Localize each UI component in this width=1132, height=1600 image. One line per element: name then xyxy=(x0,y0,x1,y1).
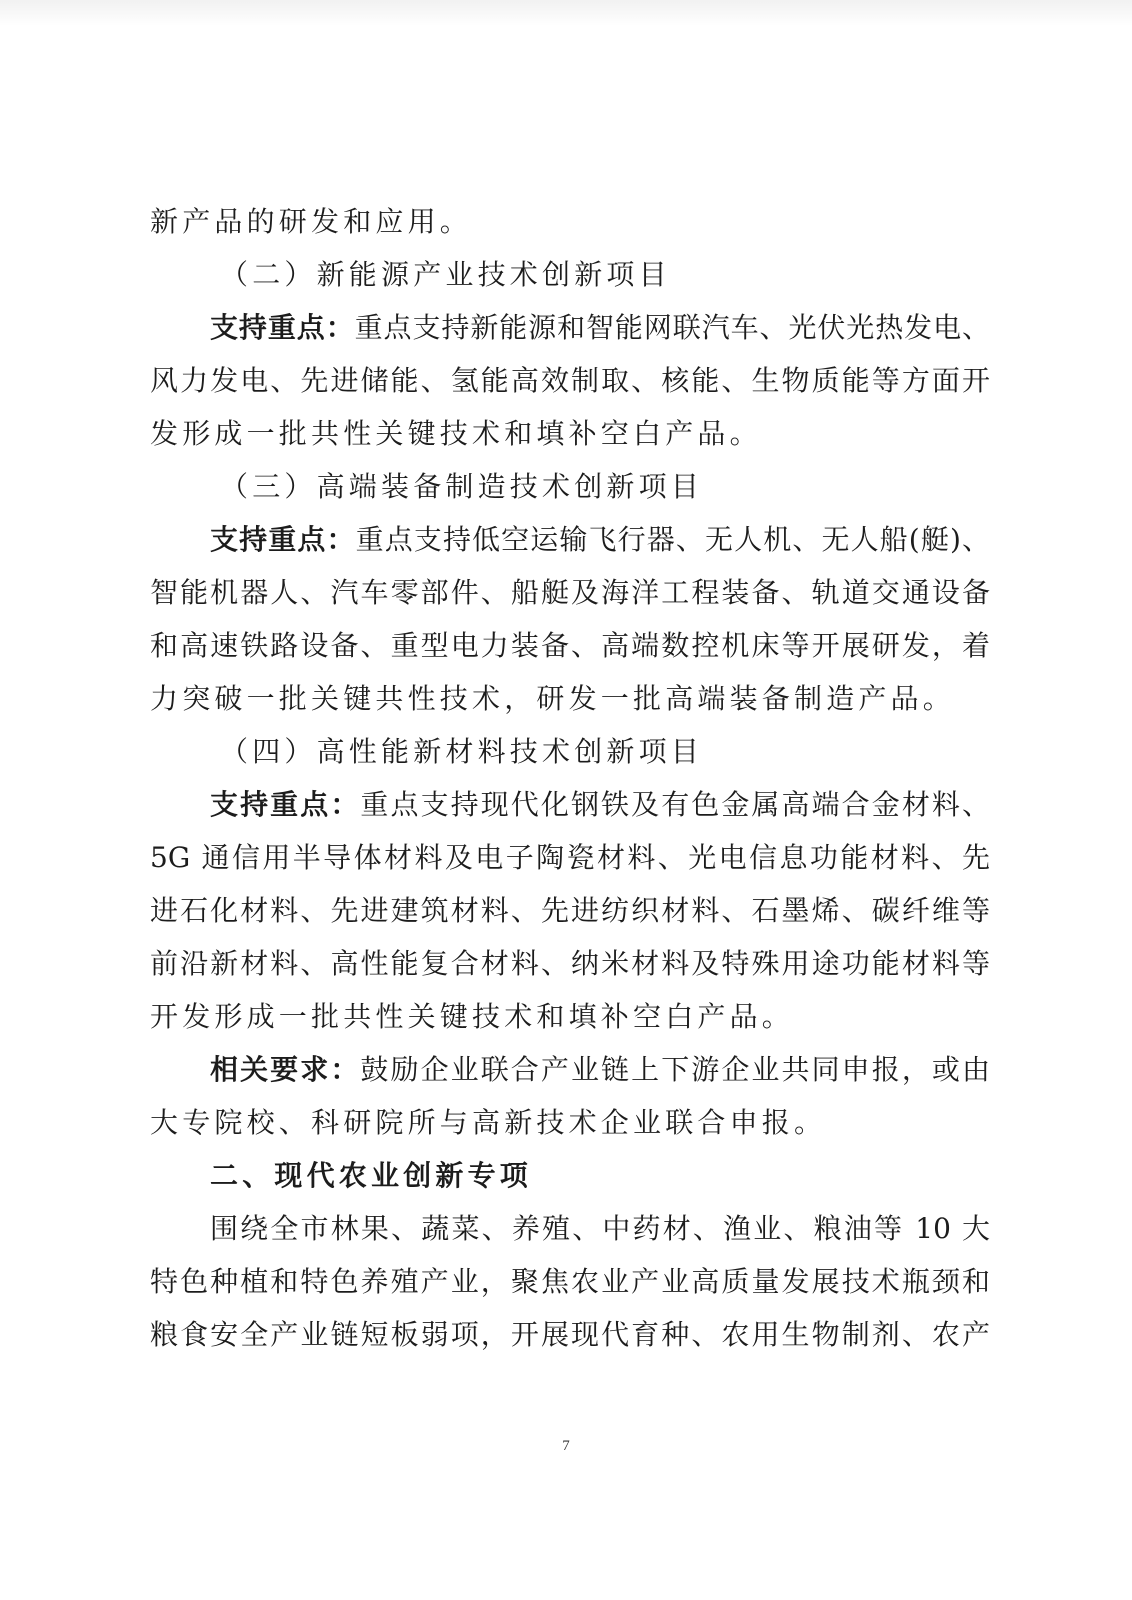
paragraph-line-support-focus: 支持重点：重点支持低空运输飞行器、无人机、无人船(艇)、 xyxy=(210,523,990,556)
paragraph-line: 开发形成一批共性关键技术和填补空白产品。 xyxy=(150,1000,795,1033)
requirements-label: 相关要求： xyxy=(210,1053,361,1086)
paragraph-line: 和高速铁路设备、重型电力装备、高端数控机床等开展研发，着 xyxy=(150,629,990,662)
paragraph-line: 力突破一批关键共性技术，研发一批高端装备制造产品。 xyxy=(150,682,956,715)
paragraph-line: 发形成一批共性关键技术和填补空白产品。 xyxy=(150,417,762,450)
paragraph-line: 风力发电、先进储能、氢能高效制取、核能、生物质能等方面开 xyxy=(150,364,990,397)
subsection-heading-new-materials: （四）高性能新材料技术创新项目 xyxy=(220,735,704,768)
paragraph-line-support-focus: 支持重点：重点支持现代化钢铁及有色金属高端合金材料、 xyxy=(210,788,990,821)
paragraph-line: 大专院校、科研院所与高新技术企业联合申报。 xyxy=(150,1106,827,1139)
paragraph-line: 特色种植和特色养殖产业，聚焦农业产业高质量发展技术瓶颈和 xyxy=(150,1265,990,1298)
paragraph-line-requirements: 相关要求：鼓励企业联合产业链上下游企业共同申报，或由 xyxy=(210,1053,990,1086)
paragraph-line: 智能机器人、汽车零部件、船艇及海洋工程装备、轨道交通设备 xyxy=(150,576,990,609)
subsection-heading-high-end-equipment: （三）高端装备制造技术创新项目 xyxy=(220,470,704,503)
paragraph-line-support-focus: 支持重点：重点支持新能源和智能网联汽车、光伏光热发电、 xyxy=(210,311,990,344)
paragraph-line: 围绕全市林果、蔬菜、养殖、中药材、渔业、粮油等 10 大 xyxy=(210,1212,990,1245)
paragraph-line: 新产品的研发和应用。 xyxy=(150,205,473,238)
support-focus-label: 支持重点： xyxy=(210,311,355,344)
support-focus-label: 支持重点： xyxy=(210,788,361,821)
section-heading-modern-agriculture: 二、现代农业创新专项 xyxy=(210,1159,533,1192)
document-body xyxy=(150,195,990,1361)
subsection-heading-new-energy: （二）新能源产业技术创新项目 xyxy=(220,258,671,291)
support-focus-label: 支持重点： xyxy=(210,523,356,556)
scan-edge-shade xyxy=(0,0,1132,26)
paragraph-line: 粮食安全产业链短板弱项，开展现代育种、农用生物制剂、农产 xyxy=(150,1318,990,1351)
paragraph-line: 5G 通信用半导体材料及电子陶瓷材料、光电信息功能材料、先 xyxy=(150,841,990,874)
paragraph-line: 前沿新材料、高性能复合材料、纳米材料及特殊用途功能材料等 xyxy=(150,947,990,980)
page-number: 7 xyxy=(562,1438,570,1454)
paragraph-line: 进石化材料、先进建筑材料、先进纺织材料、石墨烯、碳纤维等 xyxy=(150,894,990,927)
